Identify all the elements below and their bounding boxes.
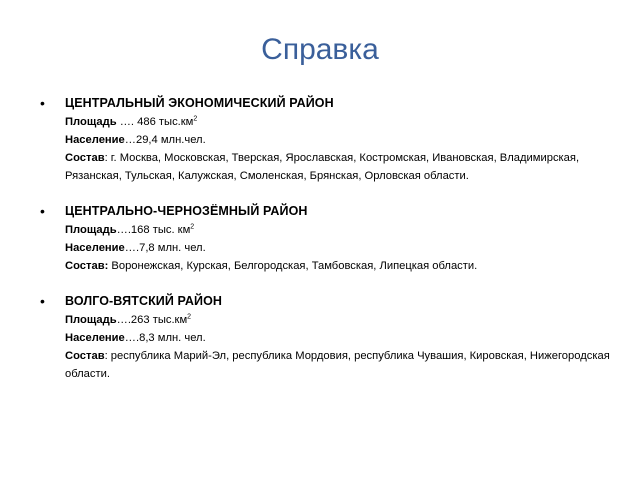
region-population <box>65 131 610 149</box>
bullet-icon: • <box>40 293 45 309</box>
region-list <box>40 93 610 383</box>
region-heading: ВОЛГО-ВЯТСКИЙ РАЙОН <box>65 294 223 308</box>
area-unit-exponent: 2 <box>193 115 198 123</box>
area-unit-exponent: 2 <box>187 313 192 321</box>
area-label: Площадь <box>65 224 117 236</box>
bullet-icon: • <box>40 95 45 111</box>
population-value: ….8,3 млн. чел. <box>124 332 206 344</box>
composition-label: Состав <box>65 152 105 164</box>
region-area <box>65 311 610 329</box>
composition-label: Состав <box>65 350 105 362</box>
area-value: …. 486 тыс.км <box>116 116 194 128</box>
bullet-icon: • <box>40 203 45 219</box>
area-label: Площадь <box>65 116 117 128</box>
region-section-central-chernozem <box>40 201 610 275</box>
region-population <box>65 329 610 347</box>
area-value: ….263 тыс.км <box>116 314 188 326</box>
region-composition <box>65 149 610 185</box>
region-composition <box>65 347 610 383</box>
composition-value: Воронежская, Курская, Белгородская, Тамбовская, Липецкая области. <box>108 260 478 272</box>
area-value: ….168 тыс. км <box>116 224 191 236</box>
region-section-central <box>40 93 610 185</box>
population-value: ….7,8 млн. чел. <box>124 242 206 254</box>
region-area <box>65 113 610 131</box>
composition-value: : г. Москва, Московская, Тверская, Ярославская, Костромская, Ивановская, Владимирская, Рязанская, Тульская, Калужская, Смоленская, Брянская, Орловская области. <box>65 152 580 182</box>
area-label: Площадь <box>65 314 117 326</box>
region-heading: ЦЕНТРАЛЬНО-ЧЕРНОЗЁМНЫЙ РАЙОН <box>65 204 308 218</box>
population-label: Население <box>65 332 125 344</box>
population-label: Население <box>65 242 125 254</box>
region-heading: ЦЕНТРАЛЬНЫЙ ЭКОНОМИЧЕСКИЙ РАЙОН <box>65 96 334 110</box>
composition-label: Состав: <box>65 260 109 272</box>
area-unit-exponent: 2 <box>190 223 195 231</box>
region-section-volga-vyatka <box>40 291 610 383</box>
region-population <box>65 239 610 257</box>
slide-title: Справка <box>261 33 379 66</box>
region-composition <box>65 257 610 275</box>
region-area <box>65 221 610 239</box>
population-label: Население <box>65 134 125 146</box>
composition-value: : республика Марий-Эл, республика Мордовия, республика Чувашия, Кировская, Нижегородская области. <box>65 350 610 380</box>
population-value: …29,4 млн.чел. <box>124 134 206 146</box>
